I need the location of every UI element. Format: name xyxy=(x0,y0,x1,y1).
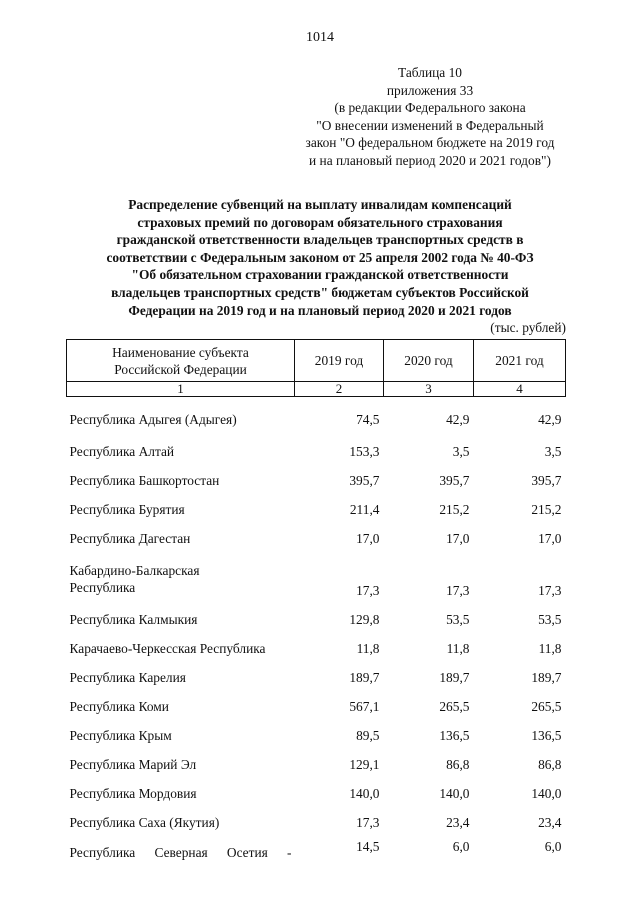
value-2019: 17,3 xyxy=(356,814,380,830)
value-2021: 17,0 xyxy=(538,530,562,546)
header-2020: 2020 год xyxy=(384,340,474,382)
page-number: 1014 xyxy=(306,30,334,45)
header-2021: 2021 год xyxy=(474,340,566,382)
region-name: Республика Крым xyxy=(69,727,172,743)
value-2021: 6,0 xyxy=(544,839,562,854)
value-2019: 129,1 xyxy=(349,756,380,772)
appendix-line: (в редакции Федерального закона xyxy=(334,100,526,116)
appendix-line: и на плановый период 2020 и 2021 годов") xyxy=(309,152,551,168)
column-number-row xyxy=(67,382,566,397)
value-2020: 53,5 xyxy=(446,611,470,627)
table-row xyxy=(67,721,566,750)
value-2021: 17,3 xyxy=(538,583,562,598)
title-line: страховых премий по договорам обязательного страхования xyxy=(137,214,503,230)
value-2021: 215,2 xyxy=(531,501,562,517)
value-2021: 23,4 xyxy=(538,814,562,830)
column-number: 2 xyxy=(295,382,384,397)
table-row xyxy=(67,750,566,779)
table-row xyxy=(67,837,566,875)
title-line: Федерации на 2019 год и на плановый период 2020 и 2021 годов xyxy=(128,302,512,318)
title-line: "Об обязательном страховании гражданской ответственности xyxy=(131,267,509,283)
region-name: Республика Калмыкия xyxy=(69,611,198,627)
value-2019: 17,0 xyxy=(356,530,380,546)
region-name: Республика Башкортостан xyxy=(69,472,220,488)
region-name-text: Республика Северная Осетия - xyxy=(69,845,292,860)
column-number: 1 xyxy=(67,382,295,397)
value-2019: 211,4 xyxy=(349,501,380,517)
table-row xyxy=(67,779,566,808)
table-row xyxy=(67,692,566,721)
value-2021: 136,5 xyxy=(531,727,562,743)
value-2020: 23,4 xyxy=(446,814,470,830)
units-label: (тыс. рублей) xyxy=(490,320,566,335)
value-2019: 189,7 xyxy=(349,669,380,685)
value-2020: 17,3 xyxy=(446,583,470,598)
value-2021: 86,8 xyxy=(538,756,562,772)
region-name: Республика Бурятия xyxy=(69,501,185,517)
region-name: Республика Алтай xyxy=(69,443,175,459)
value-2020: 136,5 xyxy=(439,727,470,743)
region-name xyxy=(67,837,295,875)
region-name-line: Республика xyxy=(69,580,136,595)
region-name: Республика Адыгея (Адыгея) xyxy=(69,412,237,427)
title-line: соответствии с Федеральным законом от 25 апреля 2002 года № 40-ФЗ xyxy=(106,249,534,265)
appendix-line: Таблица 10 xyxy=(398,65,462,80)
title-line: Распределение субвенций на выплату инвалидам компенсаций xyxy=(128,197,512,212)
value-2020: 42,9 xyxy=(446,412,470,427)
value-2020: 215,2 xyxy=(439,501,470,517)
value-2019: 14,5 xyxy=(356,839,380,854)
appendix-line: закон "О федеральном бюджете на 2019 год xyxy=(305,135,555,151)
value-2021: 395,7 xyxy=(531,472,562,488)
region-name xyxy=(67,553,295,605)
value-2021: 189,7 xyxy=(531,669,562,685)
value-2019: 89,5 xyxy=(356,727,380,743)
value-2019: 567,1 xyxy=(349,698,380,714)
region-name: Республика Марий Эл xyxy=(69,756,197,772)
value-2020: 86,8 xyxy=(446,756,470,772)
appendix-note xyxy=(280,64,580,170)
value-2019: 395,7 xyxy=(349,472,380,488)
region-name: Республика Саха (Якутия) xyxy=(69,814,220,830)
subsidy-table xyxy=(66,339,566,875)
table-row xyxy=(67,495,566,524)
header-region: Наименование субъекта Российской Федерации xyxy=(67,340,295,382)
value-2020: 3,5 xyxy=(452,443,470,459)
value-2021: 11,8 xyxy=(538,640,562,656)
region-name-line: Кабардино-Балкарская xyxy=(69,563,200,578)
value-2021: 265,5 xyxy=(531,698,562,714)
appendix-line: приложения 33 xyxy=(386,82,474,98)
value-2019: 74,5 xyxy=(356,412,380,427)
value-2020: 395,7 xyxy=(439,472,470,488)
region-name: Карачаево-Черкесская Республика xyxy=(69,640,266,656)
region-name: Республика Дагестан xyxy=(69,530,191,546)
table-row xyxy=(67,524,566,553)
value-2020: 11,8 xyxy=(446,640,470,656)
value-2021: 42,9 xyxy=(538,412,562,427)
value-2019: 17,3 xyxy=(356,583,380,598)
value-2020: 189,7 xyxy=(439,669,470,685)
column-number: 3 xyxy=(384,382,474,397)
appendix-line: "О внесении изменений в Федеральный xyxy=(316,117,544,133)
value-2021: 140,0 xyxy=(531,785,562,801)
table-row xyxy=(67,397,566,438)
column-number: 4 xyxy=(474,382,566,397)
value-2019: 153,3 xyxy=(349,443,380,459)
table-header-row xyxy=(67,340,566,382)
value-2020: 265,5 xyxy=(439,698,470,714)
value-2020: 140,0 xyxy=(439,785,470,801)
value-2019: 140,0 xyxy=(349,785,380,801)
region-name: Республика Мордовия xyxy=(69,785,197,801)
table-row xyxy=(67,663,566,692)
table-row xyxy=(67,437,566,466)
value-2020: 17,0 xyxy=(446,530,470,546)
value-2020: 6,0 xyxy=(452,839,470,854)
table-row xyxy=(67,634,566,663)
table-row xyxy=(67,466,566,495)
region-name: Республика Карелия xyxy=(69,669,186,685)
table-row xyxy=(67,553,566,605)
header-2019: 2019 год xyxy=(295,340,384,382)
title-line: владельцев транспортных средств" бюджетам субъектов Российской xyxy=(111,284,529,300)
value-2019: 11,8 xyxy=(356,640,380,656)
value-2019: 129,8 xyxy=(349,611,380,627)
region-name: Республика Коми xyxy=(69,698,169,714)
document-title xyxy=(60,196,580,319)
table-row xyxy=(67,808,566,837)
value-2021: 3,5 xyxy=(544,443,562,459)
table-row xyxy=(67,605,566,634)
title-line: гражданской ответственности владельцев транспортных средств в xyxy=(116,232,524,248)
value-2021: 53,5 xyxy=(538,611,562,627)
